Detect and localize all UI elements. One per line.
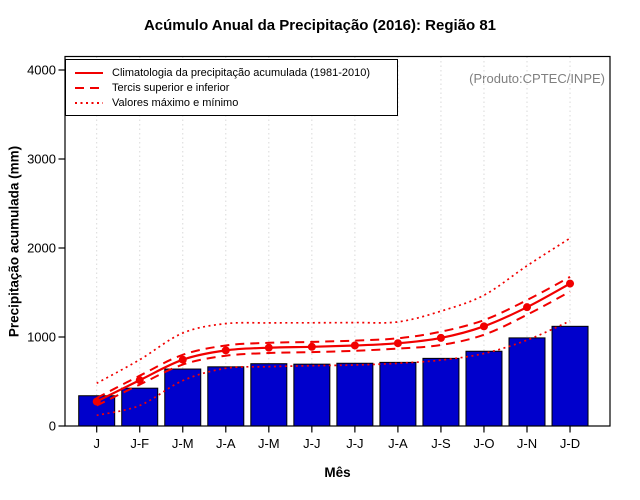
bar-J-M — [251, 364, 287, 426]
climatology-marker-J — [93, 398, 101, 406]
legend-label: Climatologia da precipitação acumulada (1981-2010) — [112, 66, 371, 79]
bar-J-N — [509, 338, 545, 426]
climatology-marker-J-F — [136, 376, 144, 384]
x-tick-label: J-A — [388, 436, 408, 451]
x-tick-label: J-A — [216, 436, 236, 451]
y-axis-title: Precipitação acumulada (mm) — [6, 145, 22, 338]
y-tick-label: 0 — [48, 418, 56, 434]
bar-J-A — [380, 362, 416, 426]
y-tick-label: 1000 — [27, 329, 56, 345]
x-tick-label: J-F — [130, 436, 150, 451]
x-tick-label: J-M — [257, 436, 280, 451]
legend-item-minmax — [74, 95, 397, 110]
x-tick-label: J — [93, 436, 100, 451]
y-tick-label: 2000 — [27, 240, 56, 256]
legend-label: Tercis superior e inferior — [112, 81, 230, 94]
x-tick-label: J-J — [303, 436, 321, 451]
y-tick-label: 4000 — [27, 62, 56, 78]
y-tick-label: 3000 — [27, 151, 56, 167]
climatology-marker-J-M — [265, 344, 273, 352]
dashed-line-icon — [74, 83, 104, 93]
bar-J-F — [122, 388, 158, 426]
bar-J-S — [423, 358, 459, 426]
x-tick-label: J-O — [473, 436, 495, 451]
x-tick-label: J-S — [431, 436, 451, 451]
x-axis-title: Mês — [324, 465, 351, 480]
legend-item-climatology — [74, 65, 397, 80]
bar-J-M — [165, 369, 201, 426]
bar-J-O — [466, 351, 502, 426]
x-tick-label: J-N — [516, 436, 538, 451]
chart-title: Acúmulo Anual da Precipitação (2016): Região 81 — [143, 17, 497, 34]
x-tick-label: J-M — [171, 436, 194, 451]
climatology-marker-J-A — [394, 339, 402, 347]
climatology-marker-J-J — [308, 343, 316, 351]
climatology-marker-J-M — [179, 356, 187, 364]
climatology-marker-J-J — [351, 341, 359, 349]
legend-label: Valores máximo e mínimo — [112, 96, 239, 109]
bar-J-A — [208, 367, 244, 426]
climatology-marker-J-O — [480, 322, 488, 330]
bar-J-J — [294, 364, 330, 426]
solid-line-icon — [74, 68, 104, 78]
legend-box — [65, 59, 398, 116]
climatology-marker-J-A — [222, 346, 230, 354]
climatology-marker-J-D — [566, 280, 574, 288]
legend-item-terciles — [74, 80, 397, 95]
bar-J-D — [552, 326, 588, 426]
x-tick-label: J-D — [559, 436, 581, 451]
bar-J-J — [337, 363, 373, 426]
product-watermark: (Produto:CPTEC/INPE) — [469, 71, 605, 86]
x-tick-label: J-J — [346, 436, 364, 451]
climatology-marker-J-N — [523, 303, 531, 311]
dotted-line-icon — [74, 98, 104, 108]
climatology-marker-J-S — [437, 334, 445, 342]
